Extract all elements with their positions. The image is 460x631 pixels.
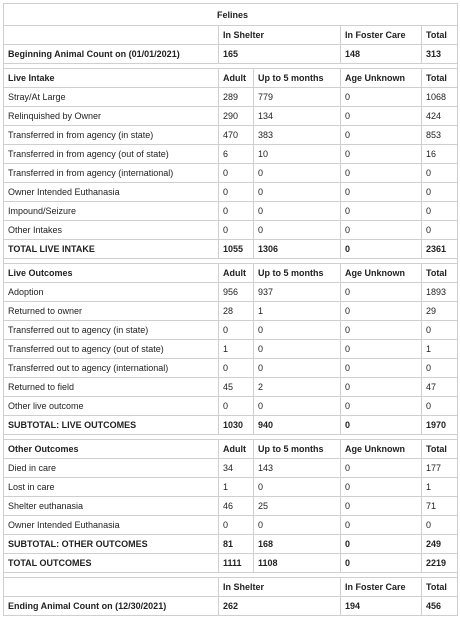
row-label: Transferred out to agency (out of state) xyxy=(4,340,219,359)
ending-in-foster-care: 194 xyxy=(341,597,422,616)
total-header: Total xyxy=(422,440,458,459)
young-cell: 0 xyxy=(254,397,341,416)
total-cell: 2219 xyxy=(422,554,458,573)
total-cell: 0 xyxy=(422,183,458,202)
young-cell: 1306 xyxy=(254,240,341,259)
ending-in-shelter: 262 xyxy=(219,597,341,616)
unknown-cell: 0 xyxy=(341,340,422,359)
row-label: TOTAL OUTCOMES xyxy=(4,554,219,573)
adult-cell: 1 xyxy=(219,340,254,359)
row-label: TOTAL LIVE INTAKE xyxy=(4,240,219,259)
unknown-cell: 0 xyxy=(341,497,422,516)
total-cell: 47 xyxy=(422,378,458,397)
age-unknown-header: Age Unknown xyxy=(341,69,422,88)
total-header: Total xyxy=(422,69,458,88)
total-cell: 71 xyxy=(422,497,458,516)
unknown-cell: 0 xyxy=(341,107,422,126)
total-cell: 0 xyxy=(422,516,458,535)
adult-cell: 1111 xyxy=(219,554,254,573)
row-label: Transferred in from agency (out of state) xyxy=(4,145,219,164)
total-cell: 424 xyxy=(422,107,458,126)
total-cell: 853 xyxy=(422,126,458,145)
young-cell: 383 xyxy=(254,126,341,145)
young-cell: 2 xyxy=(254,378,341,397)
unknown-cell: 0 xyxy=(341,221,422,240)
table-row xyxy=(4,145,458,164)
row-label: Transferred in from agency (international) xyxy=(4,164,219,183)
total-cell: 177 xyxy=(422,459,458,478)
unknown-cell: 0 xyxy=(341,397,422,416)
total-cell: 249 xyxy=(422,535,458,554)
adult-cell: 1030 xyxy=(219,416,254,435)
table-row xyxy=(4,359,458,378)
age-unknown-header: Age Unknown xyxy=(341,440,422,459)
young-cell: 0 xyxy=(254,321,341,340)
section-heading: Other Outcomes xyxy=(4,440,219,459)
table-row xyxy=(4,221,458,240)
adult-header: Adult xyxy=(219,69,254,88)
subtotal-live-outcomes-row xyxy=(4,416,458,435)
total-cell: 1 xyxy=(422,478,458,497)
table-row xyxy=(4,126,458,145)
young-cell: 10 xyxy=(254,145,341,164)
adult-cell: 81 xyxy=(219,535,254,554)
table-row xyxy=(4,340,458,359)
adult-cell: 0 xyxy=(219,397,254,416)
row-label: Returned to owner xyxy=(4,302,219,321)
section-heading: Live Intake xyxy=(4,69,219,88)
unknown-cell: 0 xyxy=(341,378,422,397)
table-row xyxy=(4,516,458,535)
in-foster-care-header: In Foster Care xyxy=(341,26,422,45)
beginning-total: 313 xyxy=(422,45,458,64)
table-row xyxy=(4,183,458,202)
adult-cell: 956 xyxy=(219,283,254,302)
row-label: SUBTOTAL: LIVE OUTCOMES xyxy=(4,416,219,435)
adult-cell: 0 xyxy=(219,164,254,183)
unknown-cell: 0 xyxy=(341,283,422,302)
total-cell: 0 xyxy=(422,397,458,416)
row-label: Lost in care xyxy=(4,478,219,497)
row-label: Other Intakes xyxy=(4,221,219,240)
row-label: Owner Intended Euthanasia xyxy=(4,183,219,202)
table-row xyxy=(4,202,458,221)
table-row xyxy=(4,302,458,321)
adult-cell: 470 xyxy=(219,126,254,145)
in-foster-care-header: In Foster Care xyxy=(341,578,422,597)
young-cell: 143 xyxy=(254,459,341,478)
adult-cell: 0 xyxy=(219,202,254,221)
total-cell: 1068 xyxy=(422,88,458,107)
section-heading: Live Outcomes xyxy=(4,264,219,283)
young-cell: 0 xyxy=(254,340,341,359)
young-cell: 168 xyxy=(254,535,341,554)
total-cell: 0 xyxy=(422,164,458,183)
unknown-cell: 0 xyxy=(341,202,422,221)
live-outcomes-header-row xyxy=(4,264,458,283)
table-row xyxy=(4,88,458,107)
row-label: Transferred out to agency (in state) xyxy=(4,321,219,340)
adult-cell: 0 xyxy=(219,221,254,240)
empty-cell xyxy=(4,578,219,597)
adult-cell: 1055 xyxy=(219,240,254,259)
unknown-cell: 0 xyxy=(341,126,422,145)
age-unknown-header: Age Unknown xyxy=(341,264,422,283)
row-label: Returned to field xyxy=(4,378,219,397)
young-cell: 779 xyxy=(254,88,341,107)
total-cell: 0 xyxy=(422,359,458,378)
title-row xyxy=(4,4,458,26)
total-cell: 16 xyxy=(422,145,458,164)
young-cell: 0 xyxy=(254,516,341,535)
location-header-row xyxy=(4,578,458,597)
adult-cell: 1 xyxy=(219,478,254,497)
up-to-5-months-header: Up to 5 months xyxy=(254,264,341,283)
unknown-cell: 0 xyxy=(341,240,422,259)
total-header: Total xyxy=(422,578,458,597)
adult-cell: 6 xyxy=(219,145,254,164)
row-label: Impound/Seizure xyxy=(4,202,219,221)
subtotal-other-outcomes-row xyxy=(4,535,458,554)
young-cell: 134 xyxy=(254,107,341,126)
unknown-cell: 0 xyxy=(341,478,422,497)
total-cell: 0 xyxy=(422,321,458,340)
unknown-cell: 0 xyxy=(341,88,422,107)
row-label: Transferred out to agency (international) xyxy=(4,359,219,378)
adult-cell: 0 xyxy=(219,321,254,340)
unknown-cell: 0 xyxy=(341,416,422,435)
unknown-cell: 0 xyxy=(341,459,422,478)
total-cell: 29 xyxy=(422,302,458,321)
row-label: SUBTOTAL: OTHER OUTCOMES xyxy=(4,535,219,554)
adult-cell: 28 xyxy=(219,302,254,321)
adult-cell: 0 xyxy=(219,183,254,202)
felines-table-container xyxy=(3,3,457,616)
adult-cell: 46 xyxy=(219,497,254,516)
row-label: Relinquished by Owner xyxy=(4,107,219,126)
total-cell: 0 xyxy=(422,221,458,240)
table-row xyxy=(4,283,458,302)
beginning-count-row xyxy=(4,45,458,64)
unknown-cell: 0 xyxy=(341,516,422,535)
young-cell: 937 xyxy=(254,283,341,302)
table-row xyxy=(4,397,458,416)
total-header: Total xyxy=(422,264,458,283)
table-row xyxy=(4,497,458,516)
beginning-in-foster-care: 148 xyxy=(341,45,422,64)
table-row xyxy=(4,321,458,340)
adult-header: Adult xyxy=(219,264,254,283)
unknown-cell: 0 xyxy=(341,359,422,378)
adult-cell: 289 xyxy=(219,88,254,107)
total-live-intake-row xyxy=(4,240,458,259)
unknown-cell: 0 xyxy=(341,164,422,183)
total-header: Total xyxy=(422,26,458,45)
adult-cell: 45 xyxy=(219,378,254,397)
in-shelter-header: In Shelter xyxy=(219,26,341,45)
ending-count-label: Ending Animal Count on (12/30/2021) xyxy=(4,597,219,616)
unknown-cell: 0 xyxy=(341,535,422,554)
table-title: Felines xyxy=(4,4,458,26)
adult-cell: 290 xyxy=(219,107,254,126)
felines-table xyxy=(3,3,458,616)
unknown-cell: 0 xyxy=(341,183,422,202)
adult-cell: 0 xyxy=(219,359,254,378)
total-cell: 1893 xyxy=(422,283,458,302)
up-to-5-months-header: Up to 5 months xyxy=(254,440,341,459)
total-cell: 1970 xyxy=(422,416,458,435)
young-cell: 0 xyxy=(254,202,341,221)
total-cell: 0 xyxy=(422,202,458,221)
young-cell: 0 xyxy=(254,164,341,183)
young-cell: 0 xyxy=(254,221,341,240)
row-label: Adoption xyxy=(4,283,219,302)
other-outcomes-header-row xyxy=(4,440,458,459)
table-row xyxy=(4,478,458,497)
empty-cell xyxy=(4,26,219,45)
table-row xyxy=(4,378,458,397)
young-cell: 940 xyxy=(254,416,341,435)
young-cell: 0 xyxy=(254,478,341,497)
table-row xyxy=(4,459,458,478)
adult-cell: 0 xyxy=(219,516,254,535)
table-row xyxy=(4,164,458,183)
ending-total: 456 xyxy=(422,597,458,616)
row-label: Stray/At Large xyxy=(4,88,219,107)
unknown-cell: 0 xyxy=(341,321,422,340)
up-to-5-months-header: Up to 5 months xyxy=(254,69,341,88)
beginning-count-label: Beginning Animal Count on (01/01/2021) xyxy=(4,45,219,64)
young-cell: 25 xyxy=(254,497,341,516)
young-cell: 0 xyxy=(254,359,341,378)
row-label: Shelter euthanasia xyxy=(4,497,219,516)
ending-count-row xyxy=(4,597,458,616)
adult-header: Adult xyxy=(219,440,254,459)
row-label: Other live outcome xyxy=(4,397,219,416)
total-cell: 2361 xyxy=(422,240,458,259)
total-cell: 1 xyxy=(422,340,458,359)
beginning-in-shelter: 165 xyxy=(219,45,341,64)
young-cell: 0 xyxy=(254,183,341,202)
location-header-row xyxy=(4,26,458,45)
live-intake-header-row xyxy=(4,69,458,88)
young-cell: 1108 xyxy=(254,554,341,573)
row-label: Died in care xyxy=(4,459,219,478)
unknown-cell: 0 xyxy=(341,145,422,164)
in-shelter-header: In Shelter xyxy=(219,578,341,597)
unknown-cell: 0 xyxy=(341,554,422,573)
row-label: Owner Intended Euthanasia xyxy=(4,516,219,535)
adult-cell: 34 xyxy=(219,459,254,478)
young-cell: 1 xyxy=(254,302,341,321)
table-row xyxy=(4,107,458,126)
total-outcomes-row xyxy=(4,554,458,573)
unknown-cell: 0 xyxy=(341,302,422,321)
row-label: Transferred in from agency (in state) xyxy=(4,126,219,145)
